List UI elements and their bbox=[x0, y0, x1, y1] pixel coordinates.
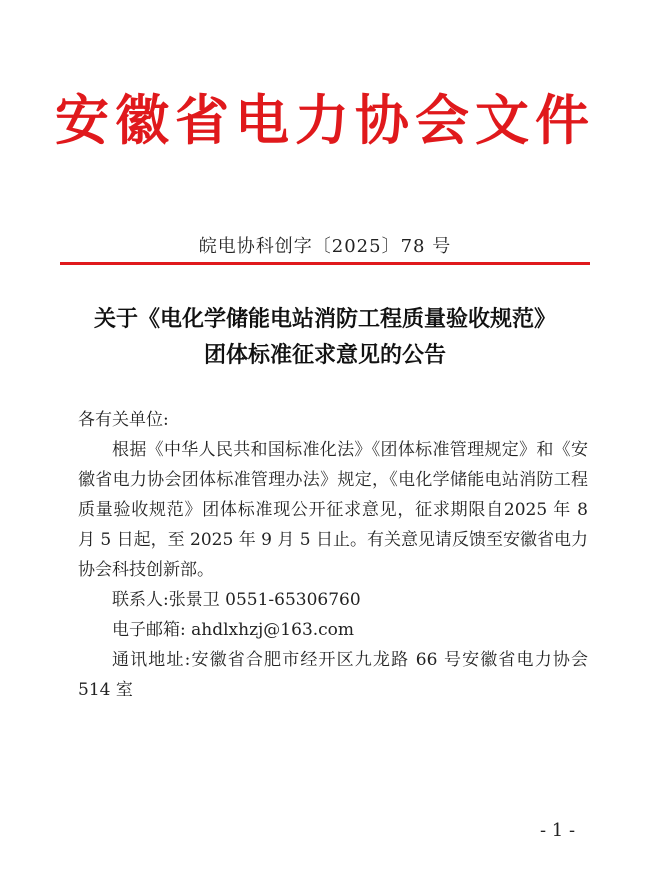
main-paragraph: 根据《中华人民共和国标准化法》《团体标准管理规定》和《安徽省电力协会团体标准管理办法》规定，《电化学储能电站消防工程质量验收规范》团体标准现公开征求意见，征求期限自2025 年 8 月 5 日起，至 2025 年 9 月 5 日止。有关意见请反馈至安徽省电力协会科技创新部。 bbox=[78, 440, 588, 580]
salutation: 各有关单位: bbox=[78, 410, 169, 430]
email-label: 电子邮箱: bbox=[112, 620, 186, 640]
notice-title-line-1: 关于《电化学储能电站消防工程质量验收规范》 bbox=[93, 307, 556, 332]
address-line: 通讯地址:安徽省合肥市经开区九龙路 66 号安徽省电力协会 514 室 bbox=[78, 650, 588, 700]
notice-body bbox=[78, 405, 588, 705]
page-number: - 1 - bbox=[540, 820, 576, 841]
email-address: ahdlxhzj@163.com bbox=[191, 620, 355, 640]
red-header-title: 安徽省电力协会文件 bbox=[55, 88, 595, 152]
email-line bbox=[78, 615, 588, 645]
notice-title bbox=[60, 302, 590, 374]
document-number: 皖电协科创字〔2025〕78 号 bbox=[198, 236, 452, 257]
red-divider-line bbox=[60, 262, 590, 265]
notice-title-line-2: 团体标准征求意见的公告 bbox=[203, 343, 446, 368]
contact-line: 联系人:张景卫 0551-65306760 bbox=[112, 590, 361, 610]
